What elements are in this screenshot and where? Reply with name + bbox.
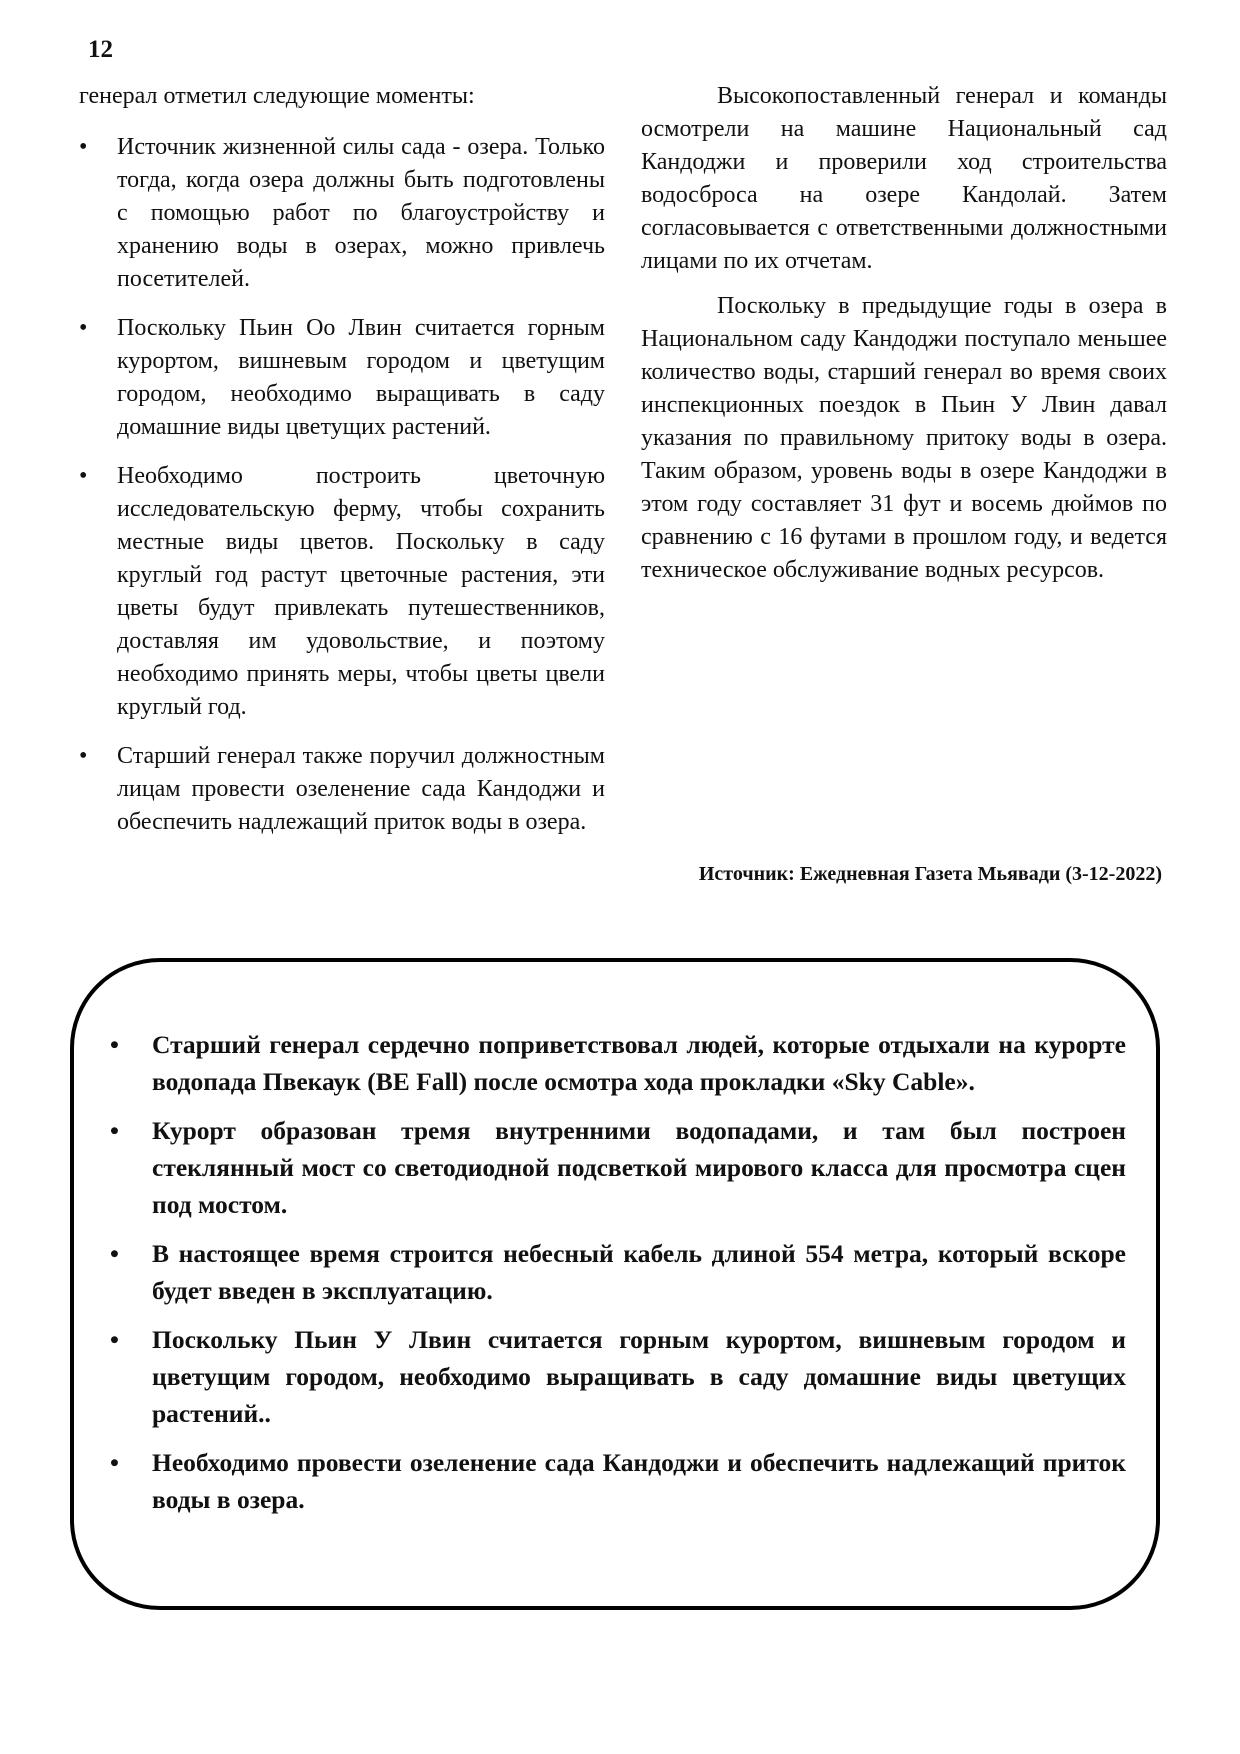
bullet-item: • Необходимо построить цветочную исследовательскую ферму, чтобы сохранить местные виды цветов. Поскольку в саду круглый год растут цветочные растения, эти цветы будут привлекать путешественников, доставляя им удовольствие, и поэтому необходимо принять меры, чтобы цветы цвели круглый год. (79, 460, 605, 724)
summary-item: • Курорт образован тремя внутренними водопадами, и там был построен стеклянный мост со светодиодной подсветкой мирового класса для просмотра сцен под мостом. (110, 1112, 1126, 1223)
left-bullet-list (79, 131, 605, 839)
summary-item: • Необходимо провести озеленение сада Кандоджи и обеспечить надлежащий приток воды в озера. (110, 1444, 1126, 1518)
summary-item: • В настоящее время строится небесный кабель длиной 554 метра, который вскоре будет введен в эксплуатацию. (110, 1235, 1126, 1309)
summary-bullet-list (110, 1026, 1126, 1530)
intro-line: генерал отметил следующие моменты: (79, 83, 475, 109)
bullet-item: • Старший генерал также поручил должностным лицам провести озеленение сада Кандоджи и обеспечить надлежащий приток воды в озера. (79, 740, 605, 839)
left-column (79, 80, 605, 855)
summary-item: • Поскольку Пьин У Лвин считается горным курортом, вишневым городом и цветущим городом, необходимо выращивать в саду домашние виды цветущих растений.. (110, 1321, 1126, 1432)
bullet-item: • Поскольку Пьин Оо Лвин считается горным курортом, вишневым городом и цветущим городом, необходимо выращивать в саду домашние виды цветущих растений. (79, 312, 605, 444)
bullet-item: • Источник жизненной силы сада - озера. Только тогда, когда озера должны быть подготовлены с помощью работ по благоустройству и хранению воды в озерах, можно привлечь посетителей. (79, 131, 605, 296)
paragraph: Поскольку в предыдущие годы в озера в Национальном саду Кандоджи поступало меньшее количество воды, старший генерал во время своих инспекционных поездок в Пьин У Лвин давал указания по правильному притоку воды в озера. Таким образом, уровень воды в озере Кандоджи в этом году составляет 31 фут и восемь дюймов по сравнению с 16 футами в прошлом году, и ведется техническое обслуживание водных ресурсов. (641, 293, 1167, 583)
summary-item: • Старший генерал сердечно поприветствовал людей, которые отдыхали на курорте водопада Пвекаук (BE Fall) после осмотра хода прокладки «Sky Cable». (110, 1026, 1126, 1100)
summary-box (70, 958, 1160, 1610)
source-citation: Источник: Ежедневная Газета Мьявади (3-12-2022) (698, 863, 1162, 885)
paragraph: Высокопоставленный генерал и команды осмотрели на машине Национальный сад Кандоджи и проверили ход строительства водосброса на озере Кандолай. Затем согласовывается с ответственными должностными лицами по их отчетам. (641, 83, 1167, 274)
page-number: 12 (88, 36, 113, 63)
right-column (641, 80, 1167, 599)
